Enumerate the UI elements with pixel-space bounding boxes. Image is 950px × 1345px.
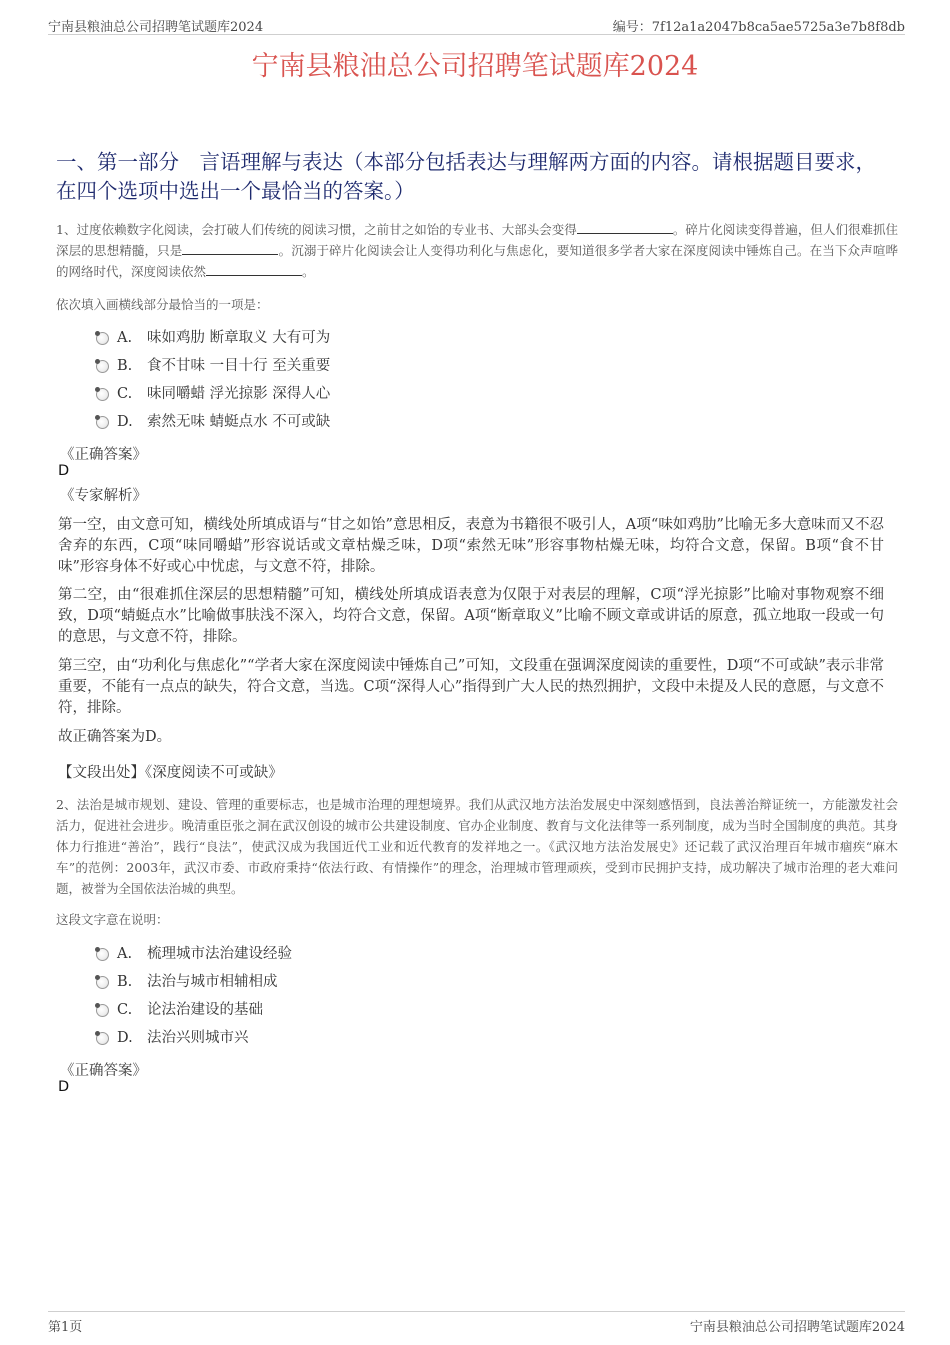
radio-icon[interactable] (96, 332, 109, 345)
q2-option-c[interactable]: C. 论法治建设的基础 (96, 999, 263, 1021)
question-1-prompt: 依次填入画横线部分最恰当的一项是： (56, 297, 269, 312)
page-header (48, 12, 905, 35)
page-title: 宁南县粮油总公司招聘笔试题库2024 (251, 51, 699, 82)
q2-answer-label: 《正确答案》 (60, 1063, 147, 1079)
q1-source: 【文段出处】《深度阅读不可或缺》 (58, 765, 283, 781)
q1-analysis-conclusion: 故正确答案为D。 (58, 729, 172, 745)
q1-analysis-para-3: 第三空，由“功利化与焦虑化”“学者大家在深度阅读中锤炼自己”可知，文段重在强调深度阅读的重要性，D项“不可或缺”表示非常重要，不能有一点点的缺失，符合文意，当选。C项“深得人心”指得到广大人民的热烈拥护，文段中未提及人民的意愿，与文意不符，排除。 (58, 658, 884, 716)
q1-option-c[interactable]: C. 味同嚼蜡 浮光掠影 深得人心 (96, 383, 330, 405)
radio-icon[interactable] (96, 948, 109, 961)
header-doc-title: 宁南县粮油总公司招聘笔试题库2024 (48, 20, 264, 35)
section-heading: 一、第一部分 言语理解与表达（本部分包括表达与理解两方面的内容。请根据题目要求，在四个选项中选出一个最恰当的答案。） (56, 150, 876, 203)
question-2-text: 2、法治是城市规划、建设、管理的重要标志，也是城市治理的理想境界。我们从武汉地方法治发展史中深刻感悟到，良法善治辩证统一，方能激发社会活力，促进社会进步。晚清重臣张之洞在武汉创设的城市公共建设制度、官办企业制度、教育与文化法律等一系列制度，成为当时全国制度的典范。其身体力行推进“善治”，践行“良法”，使武汉成为我国近代工业和近代教育的发祥地之一。《武汉地方法治发展史》还记载了武汉治理百年城市痼疾“麻木车”的范例：2003年，武汉市委、市政府秉持“依法行政、有情操作”的理念，治理城市管理顽疾，受到市民拥护支持，成功解决了城市治理的老大难问题，被誉为全国依法治城的典型。 (56, 797, 898, 896)
q1-option-b[interactable]: B. 食不甘味 一目十行 至关重要 (96, 355, 330, 377)
q1-answer-label: 《正确答案》 (60, 447, 147, 463)
radio-icon[interactable] (96, 416, 109, 429)
q1-option-d[interactable]: D. 索然无味 蜻蜓点水 不可或缺 (96, 411, 330, 433)
q1-option-a[interactable]: A. 味如鸡肋 断章取义 大有可为 (96, 327, 330, 349)
q2-option-a[interactable]: A. 梳理城市法治建设经验 (96, 943, 292, 965)
q1-analysis-para-1: 第一空，由文意可知，横线处所填成语与“甘之如饴”意思相反，表意为书籍很不吸引人，A项“味如鸡肋”比喻无多大意味而又不忍舍弃的东西，C项“味同嚼蜡”形容说话或文章枯燥乏味，D项“索然无味”形容事物枯燥无味，均符合文意，保留。B项“食不甘味”形容身体不好或心中忧虑，与文意不符，排除。 (58, 517, 884, 575)
blank-2 (182, 240, 278, 255)
radio-icon[interactable] (96, 1004, 109, 1017)
header-doc-id: 编号：7f12a1a2047b8ca5ae5725a3e7b8f8db (612, 20, 905, 35)
radio-icon[interactable] (96, 1032, 109, 1045)
q2-option-b[interactable]: B. 法治与城市相辅相成 (96, 971, 278, 993)
blank-3 (206, 261, 302, 276)
blank-1 (577, 219, 673, 234)
radio-icon[interactable] (96, 360, 109, 373)
question-2-prompt: 这段文字意在说明： (56, 912, 169, 927)
footer-doc-title: 宁南县粮油总公司招聘笔试题库2024 (689, 1320, 905, 1335)
q1-analysis-label: 《专家解析》 (60, 488, 147, 504)
page-footer (48, 1311, 905, 1342)
q1-answer: D (58, 463, 70, 479)
question-1-text: 1、过度依赖数字化阅读，会打破人们传统的阅读习惯，之前甘之如饴的专业书、大部头会变得 。碎片化阅读变得普遍，但人们很难抓住深层的思想精髓，只是 。沉溺于碎片化阅读会让人变得功利化与焦虑化，要知道很多学者大家在深度阅读中锤炼自己。在当下众声喧哗的网络时代，深度阅读依然 。 (56, 219, 898, 282)
q2-answer: D (58, 1079, 70, 1095)
radio-icon[interactable] (96, 388, 109, 401)
q1-analysis-para-2: 第二空，由“很难抓住深层的思想精髓”可知，横线处所填成语表意为仅限于对表层的理解，C项“浮光掠影”比喻对事物观察不细致，D项“蜻蜓点水”比喻做事肤浅不深入，均符合文意，保留。A项“断章取义”比喻不顾文章或讲话的原意，孤立地取一段或一句的意思，与文意不符，排除。 (58, 587, 884, 645)
footer-page-number: 第1页 (48, 1320, 83, 1335)
radio-icon[interactable] (96, 976, 109, 989)
q2-option-d[interactable]: D. 法治兴则城市兴 (96, 1027, 249, 1049)
